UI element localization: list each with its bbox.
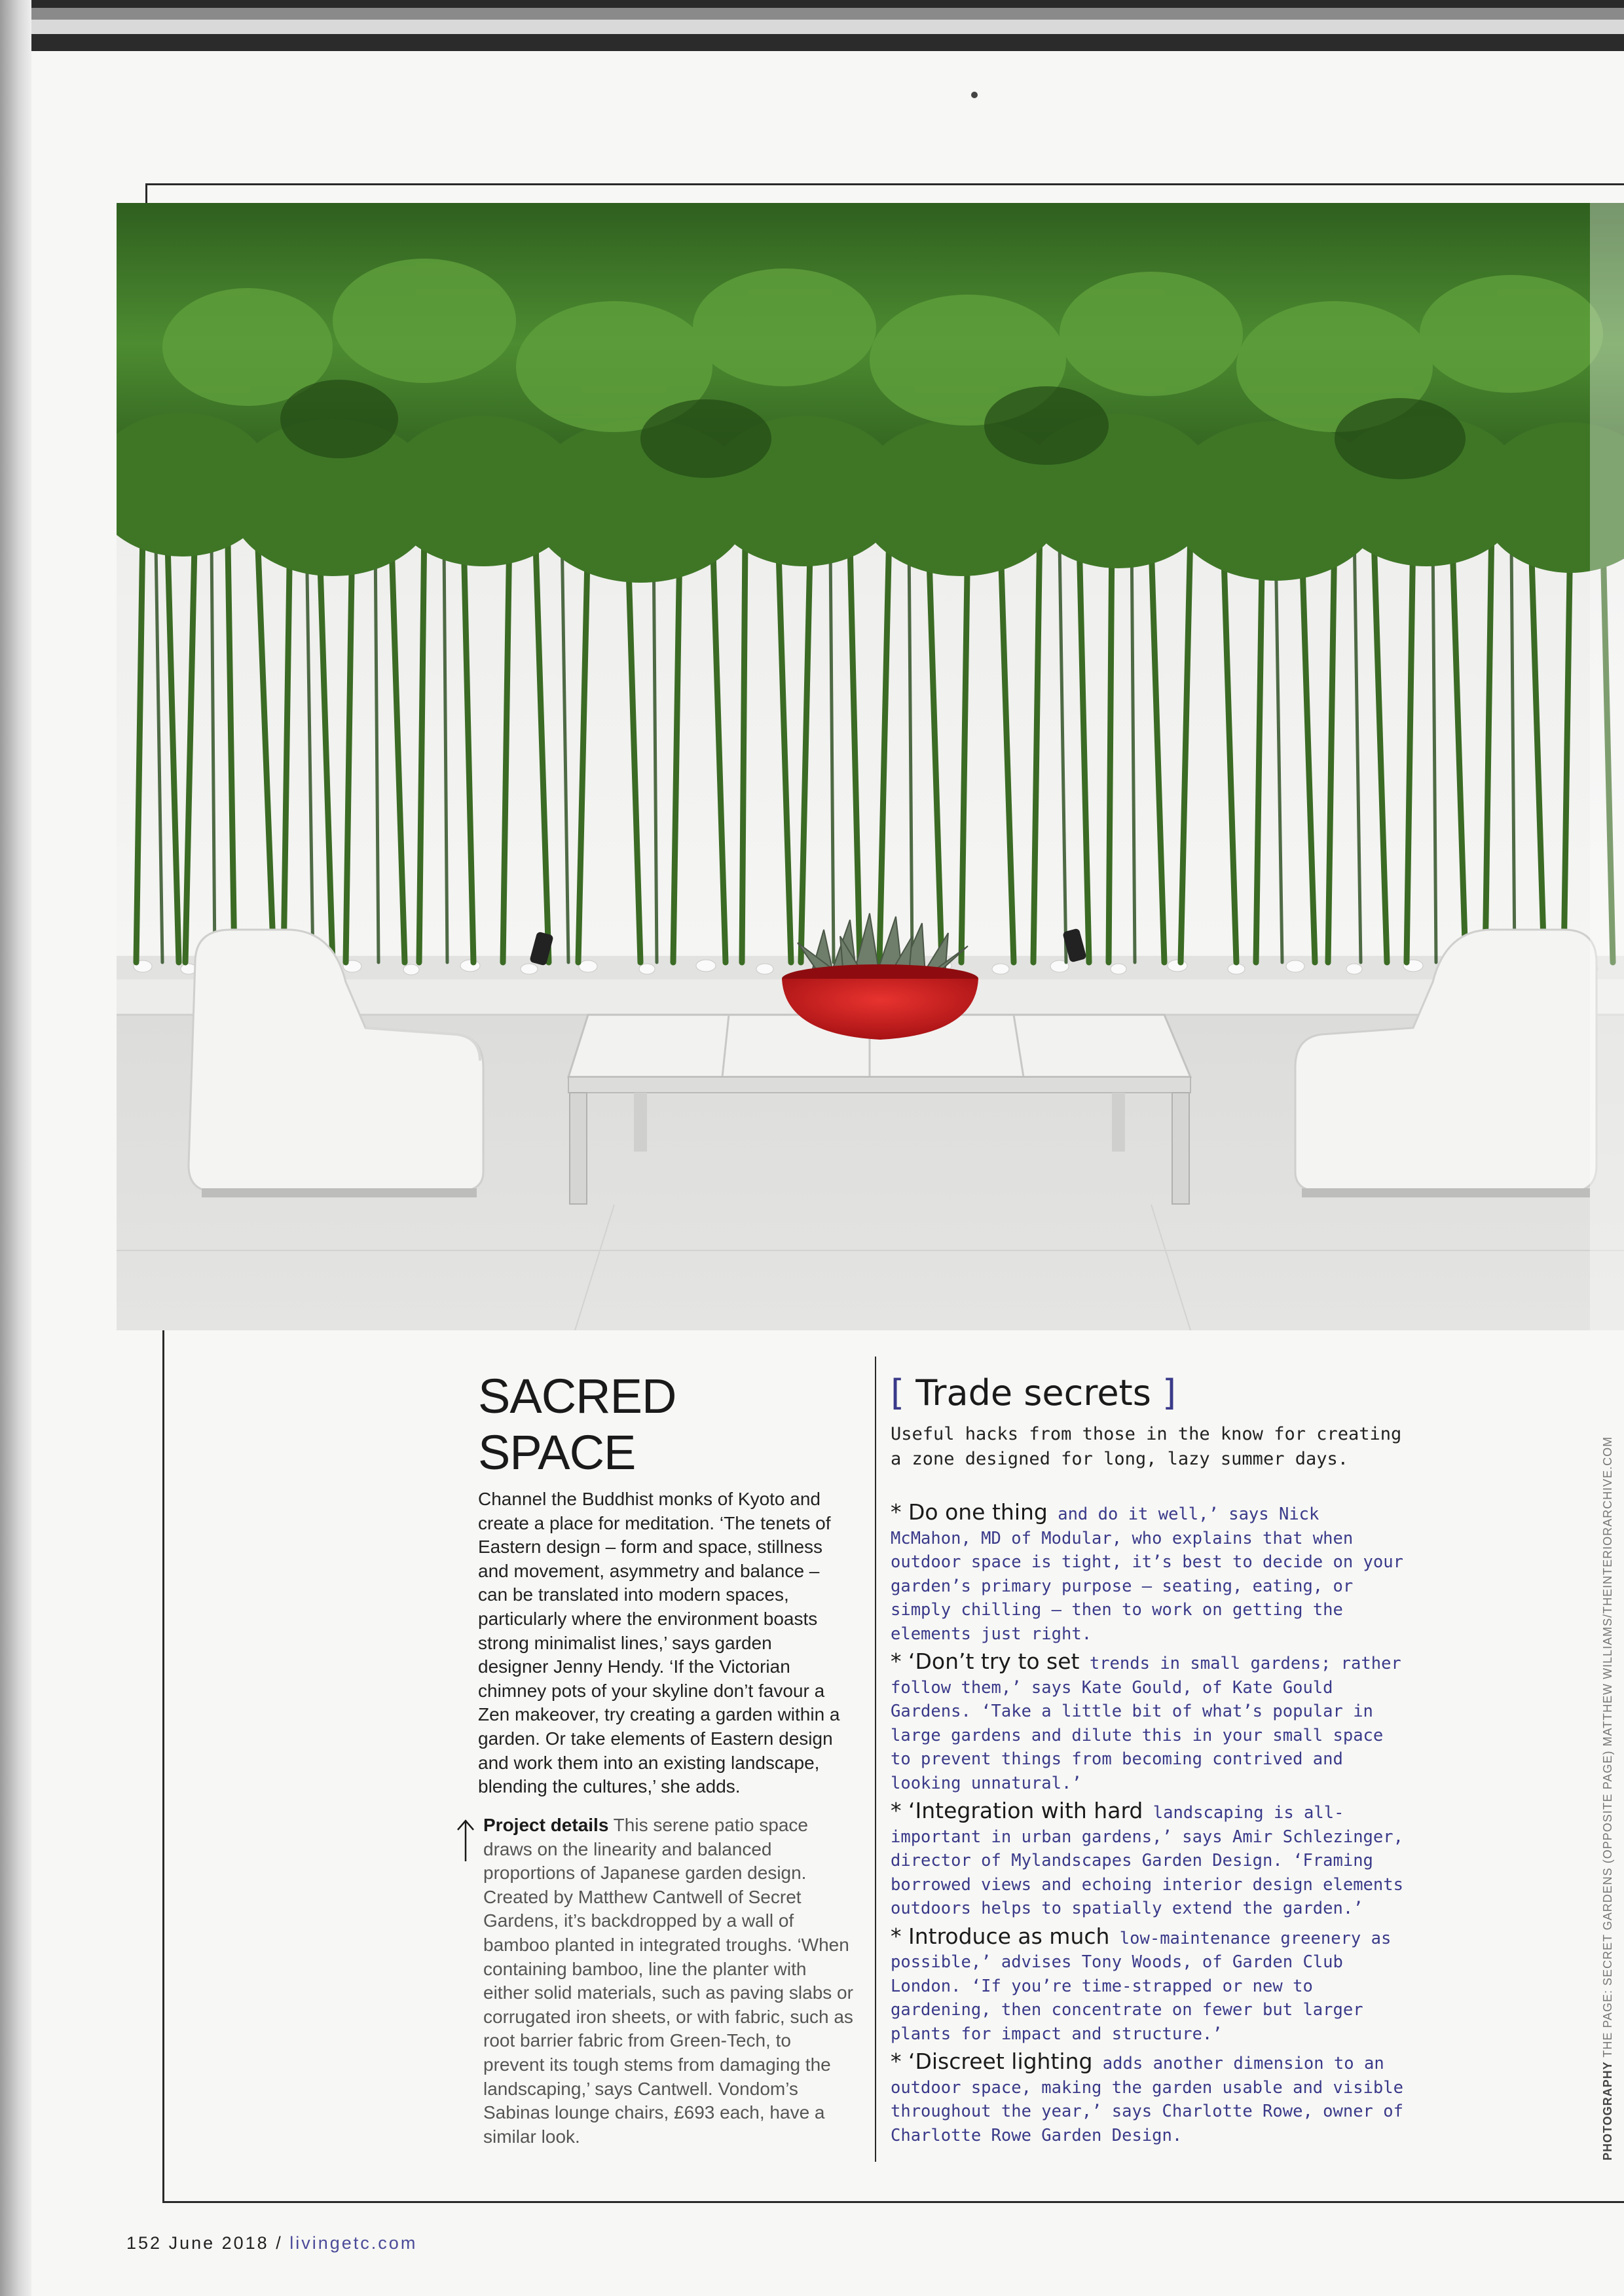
tip-text: low-maintenance greenery as possible,’ advises Tony Woods, of Garden Club London. ‘If you’re time-strapped or new to gardening, then concentrate on fewer but larger plants for impact and structure.’ — [891, 1928, 1392, 2044]
trade-secrets-intro: Useful hacks from those in the know for creating a zone designed for long, lazy summer days. — [891, 1424, 1402, 1469]
tip-lead: * ‘Discreet lighting — [891, 2049, 1093, 2074]
tip-text: and do it well,’ says Nick McMahon, MD of Modular, who explains that when outdoor space is tight, it’s best to decide on your garden’s primary purpose – seating, eating, or simply chilling – then to work on getting the elements just right. — [891, 1504, 1403, 1644]
website-link[interactable]: livingetc.com — [289, 2233, 418, 2253]
tips-list — [891, 1501, 1408, 2147]
photo-credit-text: THE PAGE: SECRET GARDENS (OPPOSITE PAGE) MATTHEW WILLIAMS/THEINTERIORARCHIVE.COM — [1601, 1436, 1614, 2062]
garden-photo — [117, 203, 1624, 1330]
trade-secrets-box — [891, 1370, 1408, 2151]
trade-secrets-title-text: Trade secrets — [915, 1372, 1151, 1413]
arrow-up-icon — [454, 1817, 477, 1863]
tip-item — [891, 1799, 1408, 1921]
frame-rule-left — [162, 1329, 164, 2203]
photo-credit-label: PHOTOGRAPHY — [1601, 2061, 1614, 2160]
project-details-label: Project details — [483, 1815, 609, 1835]
tip-item — [891, 1501, 1408, 1646]
tip-item — [891, 2050, 1408, 2147]
bracket-open: [ — [891, 1372, 905, 1413]
issue-date: June 2018 — [168, 2233, 269, 2253]
intro-paragraph: Channel the Buddhist monks of Kyoto and create a place for meditation. ‘The tenets of Eastern design – form and space, stillness and movement, asymmetry and balance – can be translated into modern spaces, particularly where the environment boasts strong minimalist lines,’ says garden designer Jenny Hendy. ‘If the Victorian chimney pots of your skyline don’t favour a Zen makeover, try creating a garden within a garden. Or take elements of Eastern design and work them into an existing landscape, blending the cultures,’ she adds. — [478, 1489, 840, 1797]
tip-item — [891, 1650, 1408, 1795]
tip-lead: * ‘Don’t try to set — [891, 1649, 1080, 1674]
tip-lead: * Introduce as much — [891, 1923, 1110, 1949]
sacred-space-article — [478, 1368, 841, 1799]
scan-edge-left — [0, 0, 31, 2296]
tip-text: adds another dimension to an outdoor space, making the garden usable and visible throughout the year,’ says Charlotte Rowe, owner of Charlotte Rowe Garden Design. — [891, 2054, 1403, 2145]
folio-separator: / — [276, 2233, 283, 2253]
trade-secrets-title — [891, 1370, 1408, 1417]
project-details-text: This serene patio space draws on the linearity and balanced proportions of Japanese garden design. Created by Matthew Cantwell of Secret Gardens, it’s backdropped by a wall of bamboo planted in integrated troughs. ‘When containing bamboo, line the planter with either solid materials, such as paving slabs or corrugated iron sheets, or with fabric, such as root barrier fabric from Green-Tech, to prevent its tough stems from damaging the landscaping,’ says Cantwell. Vondom’s Sabinas lounge chairs, £693 each, have a similar look. — [483, 1815, 853, 2147]
frame-rule-bottom — [162, 2201, 1624, 2203]
tip-lead: * ‘Integration with hard — [891, 1798, 1143, 1823]
dust-speck — [971, 92, 978, 98]
tip-text: trends in small gardens; rather follow them,’ says Kate Gould, of Kate Gould Gardens. ‘Take a little bit of what’s popular in large gardens and dilute this in your small space to prevent things from becoming contrived and looking unnatural.’ — [891, 1654, 1401, 1793]
photo-credit — [1598, 1436, 1617, 2160]
column-divider — [875, 1357, 876, 2162]
headline: SACRED SPACE — [478, 1369, 676, 1480]
page-folio — [126, 2231, 417, 2255]
scan-edge-top — [0, 0, 1624, 51]
tip-item — [891, 1925, 1408, 2047]
tip-text: landscaping is all-important in urban gardens,’ says Amir Schlezinger, director of Mylandscapes Garden Design. ‘Framing borrowed views and echoing interior design elements outdoors helps to spatially extend the garden.’ — [891, 1803, 1403, 1918]
project-details — [483, 1813, 853, 2149]
bracket-close: ] — [1162, 1372, 1177, 1413]
tip-lead: * Do one thing — [891, 1499, 1048, 1525]
frame-rule-top — [145, 183, 1624, 185]
page-number: 152 — [126, 2233, 162, 2253]
